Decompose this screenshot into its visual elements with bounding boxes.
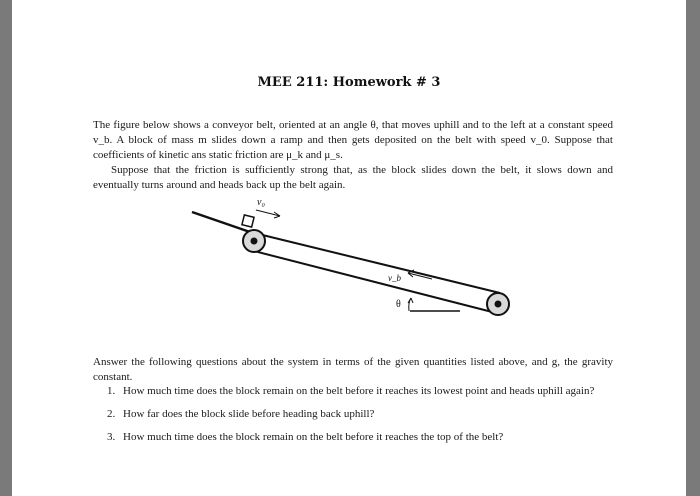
theta-label: θ [396, 299, 401, 310]
homework-page [12, 0, 686, 496]
question-number: 1. [107, 385, 116, 397]
page-title: MEE 211: Homework # 3 [257, 75, 441, 90]
block [242, 215, 254, 227]
list-item [107, 407, 617, 422]
question-number: 2. [107, 408, 116, 420]
question-text: How much time does the block remain on the belt before it reaches its lowest point and heads uphill again? [123, 385, 595, 397]
ramp-line [192, 212, 250, 232]
list-item [107, 430, 617, 445]
v0-label: v₀ [257, 197, 265, 208]
question-text: How much time does the block remain on the belt before it reaches the top of the belt? [123, 431, 504, 443]
vb-label: v_b [388, 273, 401, 283]
questions-intro: Answer the following questions about the system in terms of the given quantities listed above, and g, the gravity constant. [93, 356, 613, 383]
conveyor-belt-figure [12, 190, 686, 330]
question-list [107, 384, 617, 453]
friction-paragraph: Suppose that the friction is sufficiently strong that, as the block slides down the belt, it slows down and eventually turns around and heads back up the belt again. [93, 164, 613, 191]
question-text: How far does the block slide before heading back uphill? [123, 408, 375, 420]
upper-pulley-icon [243, 230, 265, 252]
lower-pulley-icon [487, 293, 509, 315]
list-item [107, 384, 617, 399]
intro-paragraph: The figure below shows a conveyor belt, oriented at an angle θ, that moves uphill and to the left at a constant speed v_b. A block of mass m slides down a ramp and then gets deposited on the belt with speed v_0. Suppose that coefficients of kinetic ans static friction are μ_k and μ_s. [93, 119, 613, 161]
belt-bottom-edge [250, 250, 500, 314]
belt-top-edge [246, 231, 500, 293]
question-number: 3. [107, 431, 116, 443]
